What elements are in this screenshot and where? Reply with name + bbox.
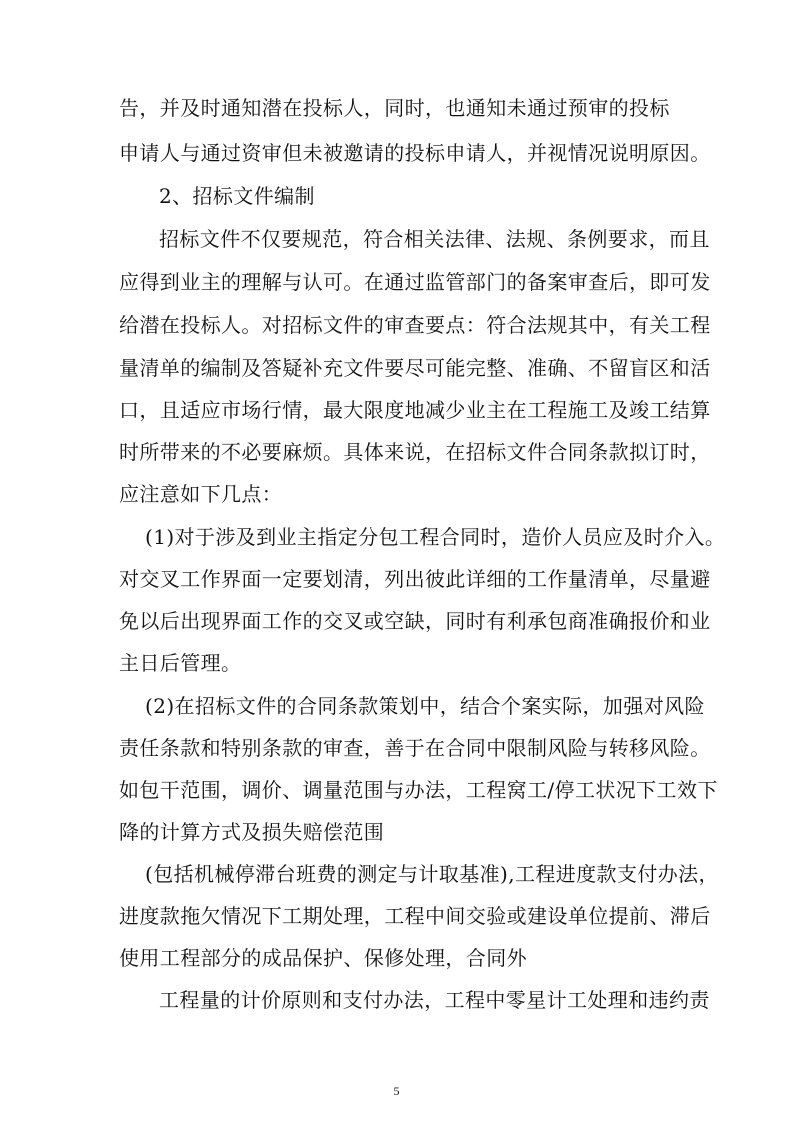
- text-line-2: 申请人与通过资审但未被邀请的投标申请人，并视情况说明原因。: [119, 141, 711, 165]
- text-line-18: 降的计算方式及损失赔偿范围: [119, 820, 385, 844]
- text-line-12: 对交叉工作界面一定要划清，列出彼此详细的工作量清单，尽量避: [119, 567, 711, 591]
- text-line-16: 责任条款和特别条款的审查，善于在合同中限制风险与转移风险。: [119, 736, 711, 760]
- text-line-8: 口，且适应市场行情，最大限度地减少业主在工程施工及竣工结算: [119, 398, 711, 422]
- list-item-1: (1)对于涉及到业主指定分包工程合同时，造价人员应及时介入。: [145, 525, 726, 549]
- text-line-19: (包括机械停滞台班费的测定与计取基准),工程进度款支付办法，: [145, 862, 719, 886]
- text-line-22: 工程量的计价原则和支付办法，工程中零星计工处理和违约责: [159, 988, 710, 1012]
- text-line-1: 告，并及时通知潜在投标人，同时，也通知未通过预审的投标: [119, 96, 670, 120]
- text-line-13: 免以后出现界面工作的交叉或空缺，同时有利承包商准确报价和业: [119, 609, 711, 633]
- text-line-14: 主日后管理。: [119, 651, 242, 675]
- page-number: 5: [393, 1084, 400, 1098]
- text-line-5: 应得到业主的理解与认可。在通过监管部门的备案审查后，即可发: [119, 270, 711, 294]
- text-line-17: 如包干范围，调价、调量范围与办法，工程窝工/停工状况下工效下: [119, 778, 718, 802]
- text-line-21: 使用工程部分的成品保护、保修处理，合同外: [119, 946, 527, 970]
- text-line-9: 时所带来的不必要麻烦。具体来说，在招标文件合同条款拟订时，: [119, 440, 711, 464]
- section-heading: 2、招标文件编制: [159, 184, 315, 208]
- list-item-2: (2)在招标文件的合同条款策划中，结合个案实际，加强对风险: [145, 694, 705, 718]
- text-line-7: 量清单的编制及答疑补充文件要尽可能完整、准确、不留盲区和活: [119, 356, 711, 380]
- text-line-6: 给潜在投标人。对招标文件的审查要点：符合法规其中，有关工程: [119, 313, 711, 337]
- text-line-10: 应注意如下几点：: [119, 482, 283, 506]
- text-line-4: 招标文件不仅要规范，符合相关法律、法规、条例要求，而且: [159, 227, 710, 251]
- text-line-20: 进度款拖欠情况下工期处理，工程中间交验或建设单位提前、滞后: [119, 904, 711, 928]
